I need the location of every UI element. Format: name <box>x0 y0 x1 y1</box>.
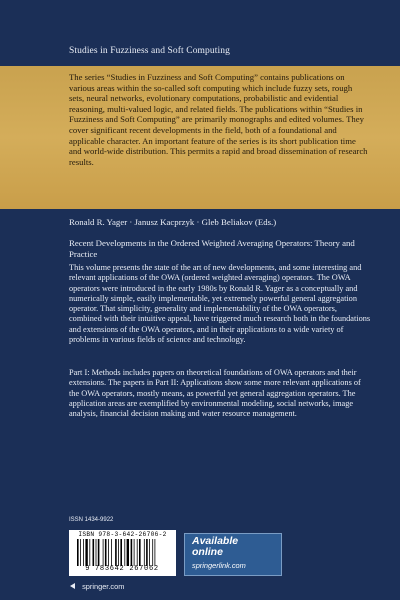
series-title: Studies in Fuzziness and Soft Computing <box>69 46 230 56</box>
editors: Ronald R. Yager · Janusz Kacprzyk · Gleb Beliakov (Eds.) <box>69 217 277 227</box>
book-summary-paragraph-1: This volume presents the state of the art of new developments, and some interesting and relevant applications of the OWA (ordered weighted averaging) operators. The OWA operators were introduced in the early 1980s by Ronald R. Yager as a conceptually and numerically simple, easily implementable, yet extremely powerful general aggregation operator. That simplicity, generality and implementability of the OWA operators, combined with their intuitive appeal, have triggered much research both in the foundations and extensions of the OWA operators, and in their applications to a wide variety of problems in various fields of science and technology. <box>69 263 371 345</box>
available-line1: Available <box>192 535 239 547</box>
springer-arrow-icon <box>69 582 77 590</box>
barcode <box>69 530 176 576</box>
series-description: The series “Studies in Fuzziness and Soft Computing” contains publications on various areas within the so-called soft computing which include fuzzy sets, rough sets, neural networks, evolutionary computations, probabilistic and evidential reasoning, multi-valued logic, and related fields. The publications within “Studies in Fuzziness and Soft Computing” are primarily monographs and edited volumes. They cover significant recent developments in the field, both of a foundational and applicable character. An important feature of the series is its short publication time and world-wide distribution. This permits a rapid and broad dissemination of research results. <box>69 72 368 167</box>
springerlink-url[interactable]: springerlink.com <box>192 561 246 570</box>
book-title: Recent Developments in the Ordered Weighted Averaging Operators: Theory and Practice <box>69 238 355 259</box>
publisher-name: springer.com <box>82 582 125 591</box>
isbn-label: ISBN 978-3-642-26706-2 <box>78 531 167 538</box>
publisher-link[interactable] <box>69 582 124 591</box>
barcode-bars <box>77 539 173 566</box>
issn: ISSN 1434-9922 <box>69 517 114 523</box>
book-summary-paragraph-2: Part I: Methods includes papers on theoretical foundations of OWA operators and their extensions. The papers in Part II: Applications show some more relevant applications of the OWA operators, mostly means, as powerful yet general aggregation operators. The application areas are exemplified by environmental modeling, social networks, image analysis, financial decision making and water resource management. <box>69 368 361 419</box>
available-online-badge[interactable] <box>184 533 282 576</box>
header-band <box>0 0 400 66</box>
available-online-title <box>192 536 238 558</box>
barcode-digits: 9 783642 267062 <box>85 565 159 573</box>
available-line2: online <box>192 546 223 558</box>
